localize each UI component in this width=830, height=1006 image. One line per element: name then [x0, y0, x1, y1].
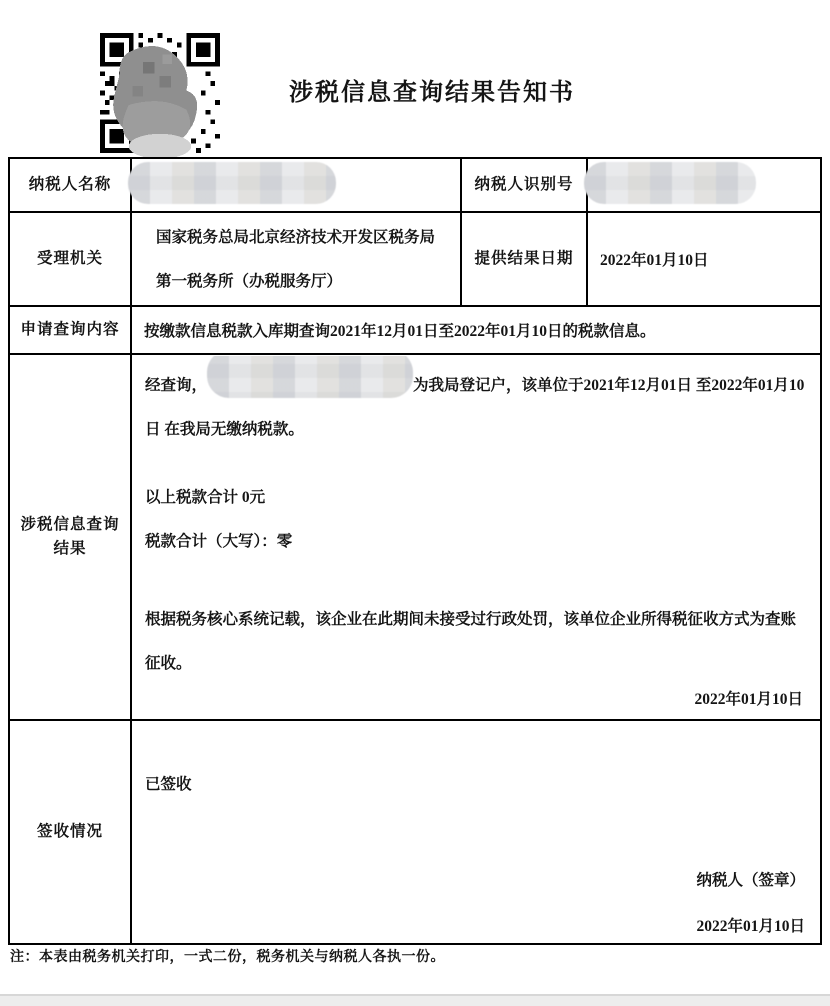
- redacted-taxpayer-id: [584, 162, 756, 204]
- signoff-label: 签收情况: [9, 720, 131, 944]
- table-row-signoff: [9, 720, 821, 944]
- authority-line-2: 第一税务所（办税服务厅）: [156, 273, 343, 290]
- footnote: 注：本表由税务机关打印，一式二份，税务机关与纳税人各执一份。: [10, 950, 445, 965]
- table-row-query-content: [9, 306, 821, 354]
- authority-value: [131, 212, 461, 306]
- authority-line-1: 国家税务总局北京经济技术开发区税务局: [156, 229, 436, 246]
- taxpayer-name-label: 纳税人名称: [9, 158, 131, 212]
- redaction-blur: [207, 356, 413, 398]
- table-row-taxpayer: [9, 158, 821, 212]
- query-content-value: 按缴款信息税款入库期查询2021年12月01日至2022年01月10日的税款信息。: [131, 306, 821, 354]
- result-p1-suffix: 为我局登记户，该单位于2021年12月01日 至2022年01月10日 在我局无缴纳税款。: [145, 377, 805, 438]
- result-penalty-note: 根据税务核心系统记载，该企业在此期间未接受过行政处罚，该单位企业所得税征收方式为查账征收。: [145, 611, 797, 672]
- redacted-taxpayer-name: [128, 162, 336, 204]
- signoff-date: 2022年01月10日: [696, 918, 805, 935]
- authority-label: 受理机关: [9, 212, 131, 306]
- taxpayer-seal-label: 纳税人（签章）: [696, 872, 805, 889]
- query-result-label: [9, 354, 131, 720]
- result-date: 2022年01月10日: [694, 691, 803, 708]
- query-result-label-line-1: 涉税信息查询: [20, 516, 120, 533]
- table-row-authority: [9, 212, 821, 306]
- redacted-company-name: [207, 376, 413, 390]
- result-p1-prefix: 经查询，: [145, 377, 208, 394]
- page-title: 涉税信息查询结果告知书: [289, 80, 575, 106]
- result-total-words: 税款合计（大写）：零: [145, 533, 293, 550]
- result-total-amount: 以上税款合计 0元: [145, 489, 266, 506]
- taxpayer-id-value: [587, 158, 821, 212]
- signoff-value: [131, 720, 821, 944]
- query-result-value: [131, 354, 821, 720]
- bottom-scroll-strip: [0, 994, 830, 1006]
- query-content-label: 申请查询内容: [9, 306, 131, 354]
- query-result-label-line-2: 结果: [53, 540, 87, 557]
- notice-table: [8, 157, 822, 945]
- result-date-value: 2022年01月10日: [587, 212, 821, 306]
- table-row-query-result: [9, 354, 821, 720]
- taxpayer-name-value: [131, 158, 461, 212]
- result-date-label: 提供结果日期: [461, 212, 587, 306]
- result-paragraph-1: [145, 364, 807, 452]
- taxpayer-id-label: 纳税人识别号: [461, 158, 587, 212]
- signoff-status: 已签收: [145, 776, 192, 793]
